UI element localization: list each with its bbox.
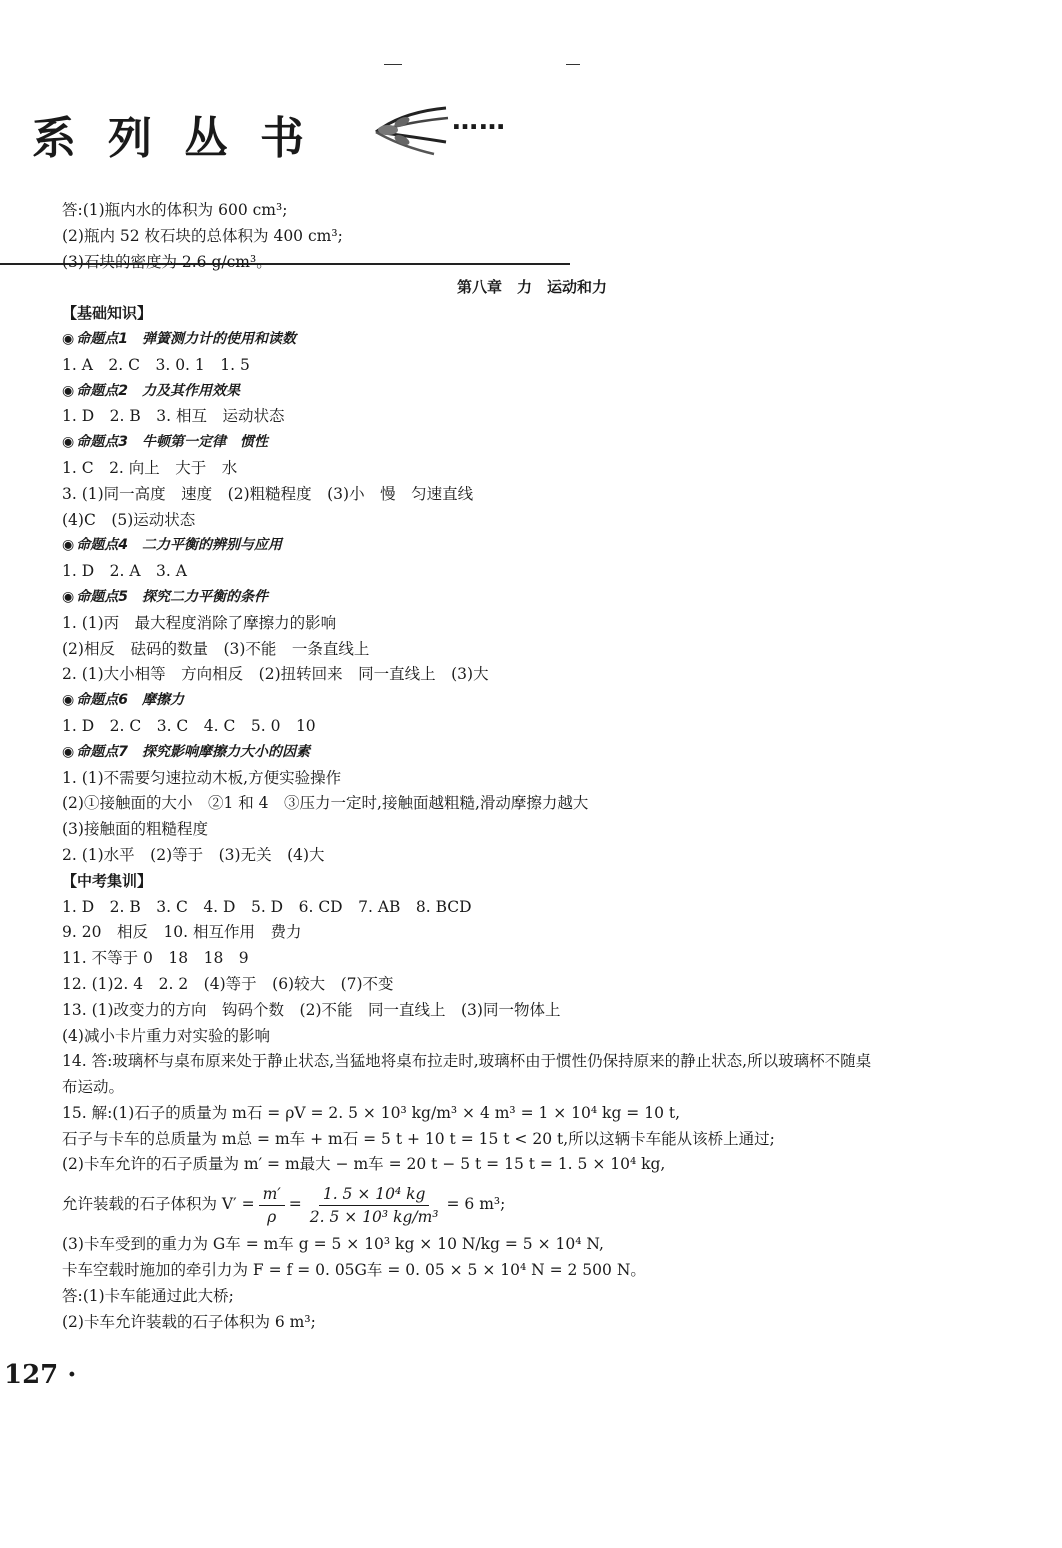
exam-answer-line: (4)减小卡片重力对实验的影响 (62, 1026, 270, 1045)
topic-answer-line: 1. (1)丙 最大程度消除了摩擦力的影响 (62, 613, 337, 632)
series-title: 系列丛书 (32, 113, 336, 164)
topic-label: 命题点5 探究二力平衡的条件 (76, 588, 268, 605)
topic-answer-line: 1. D 2. A 3. A (62, 562, 187, 581)
topic-answer-line: (4)C (5)运动状态 (62, 510, 196, 529)
exam-answer-paragraph: 14. 答:玻璃杯与桌布原来处于静止状态,当猛地将桌布拉走时,玻璃杯由于惯性仍保持原来的静止状态,所以玻璃杯不随桌布运动。 (62, 1052, 872, 1097)
intro-answer-line: 答:(1)瓶内水的体积为 600 cm³; (62, 201, 288, 219)
topic-answer-line: 1. (1)不需要匀速拉动木板,方便实验操作 (62, 768, 342, 787)
top-tick-mark-left (384, 64, 402, 65)
topic-label: 命题点6 摩擦力 (76, 692, 184, 709)
topic-answer-line: (2)①接触面的大小 ②1 和 4 ③压力一定时,接触面越粗糙,滑动摩擦力越大 (62, 794, 589, 813)
exam-answer-line: (3)卡车受到的重力为 G车 = m车 g = 5 × 10³ kg × 10 N/kg = 5 × 10⁴ N, (62, 1235, 604, 1254)
section-heading-basic: 【基础知识】 (62, 304, 153, 323)
topic-heading (62, 379, 882, 405)
target-bullet-icon: ◉ (62, 588, 75, 605)
answer-content (62, 198, 882, 1335)
topic-label: 命题点2 力及其作用效果 (76, 382, 240, 399)
fraction-numerator: 1. 5 × 10⁴ kg (319, 1183, 430, 1206)
exam-answer-line: 1. D 2. B 3. C 4. D 5. D 6. CD 7. AB 8. BCD (62, 897, 472, 916)
fraction-denominator: ρ (267, 1207, 277, 1226)
topic-answer-line: 1. C 2. 向上 大于 水 (62, 458, 238, 477)
topic-answer-line: 3. (1)同一高度 速度 (2)粗糙程度 (3)小 慢 匀速直线 (62, 484, 474, 503)
fraction-values (306, 1183, 443, 1228)
exam-answer-line: 卡车空载时施加的牵引力为 F = f = 0. 05G车 = 0. 05 × 5 × 10⁴ N = 2 500 N。 (62, 1261, 646, 1280)
target-bullet-icon: ◉ (62, 537, 75, 554)
volume-formula-line (62, 1178, 882, 1232)
topic-heading (62, 585, 882, 611)
fraction-mass-over-density (259, 1183, 285, 1228)
topic-label: 命题点4 二力平衡的辨别与应用 (76, 537, 282, 554)
header-dots: …… (452, 106, 506, 136)
target-bullet-icon: ◉ (62, 382, 75, 399)
exam-answer-line: (2)卡车允许装载的石子体积为 6 m³; (62, 1312, 316, 1331)
target-bullet-icon: ◉ (62, 330, 75, 347)
target-bullet-icon: ◉ (62, 743, 75, 760)
topic-answer-line: 1. D 2. C 3. C 4. C 5. 0 10 (62, 716, 316, 735)
exam-answer-line: 12. (1)2. 4 2. 2 (4)等于 (6)较大 (7)不变 (62, 974, 394, 993)
topic-label: 命题点7 探究影响摩擦力大小的因素 (76, 743, 310, 760)
top-tick-mark-right (566, 64, 580, 65)
wheat-ornament-icon (372, 102, 452, 158)
topic-answer-line: 1. A 2. C 3. 0. 1 1. 5 (62, 355, 250, 374)
topic-label: 命题点1 弹簧测力计的使用和读数 (76, 330, 296, 347)
topic-answer-line: 1. D 2. B 3. 相互 运动状态 (62, 407, 285, 426)
fraction-denominator: 2. 5 × 10³ kg/m³ (309, 1207, 439, 1226)
series-header (0, 100, 600, 170)
intro-answer-line: (3)石块的密度为 2.6 g/cm³。 (62, 252, 272, 271)
page-number: 127 · (4, 1360, 77, 1390)
topic-answer-line: 2. (1)大小相等 方向相反 (2)扭转回来 同一直线上 (3)大 (62, 665, 489, 684)
formula-suffix: = 6 m³; (446, 1195, 506, 1214)
exam-answer-line: 石子与卡车的总质量为 m总 = m车 + m石 = 5 t + 10 t = 15 t < 20 t,所以这辆卡车能从该桥上通过; (62, 1129, 775, 1148)
target-bullet-icon: ◉ (62, 692, 75, 709)
chapter-title: 第八章 力 运动和力 (456, 278, 607, 297)
topic-answer-line: 2. (1)水平 (2)等于 (3)无关 (4)大 (62, 845, 325, 864)
intro-answer-line: (2)瓶内 52 枚石块的总体积为 400 cm³; (62, 226, 343, 245)
topic-label: 命题点3 牛顿第一定律 惯性 (76, 434, 268, 451)
topic-answer-line: (3)接触面的粗糙程度 (62, 820, 208, 839)
topic-heading (62, 533, 882, 559)
topic-heading (62, 688, 882, 714)
exam-answer-line: 13. (1)改变力的方向 钩码个数 (2)不能 同一直线上 (3)同一物体上 (62, 1000, 561, 1019)
topic-heading (62, 430, 882, 456)
topic-answer-line: (2)相反 砝码的数量 (3)不能 一条直线上 (62, 639, 370, 658)
topic-heading (62, 740, 882, 766)
topic-heading (62, 327, 882, 353)
target-bullet-icon: ◉ (62, 434, 75, 451)
section-heading-exam: 【中考集训】 (62, 871, 153, 890)
exam-answer-line: 9. 20 相反 10. 相互作用 费力 (62, 923, 302, 942)
formula-prefix: 允许装载的石子体积为 V′ = (62, 1195, 255, 1214)
exam-answer-line: 答:(1)卡车能通过此大桥; (62, 1286, 234, 1305)
exam-answer-line: 15. 解:(1)石子的质量为 m石 = ρV = 2. 5 × 10³ kg/m³ × 4 m³ = 1 × 10⁴ kg = 10 t, (62, 1103, 681, 1122)
formula-equals: = (288, 1195, 302, 1214)
fraction-numerator: m′ (259, 1183, 285, 1206)
exam-answer-line: (2)卡车允许的石子质量为 m′ = m最大 − m车 = 20 t − 5 t = 15 t = 1. 5 × 10⁴ kg, (62, 1155, 666, 1174)
exam-answer-line: 11. 不等于 0 18 18 9 (62, 949, 249, 968)
